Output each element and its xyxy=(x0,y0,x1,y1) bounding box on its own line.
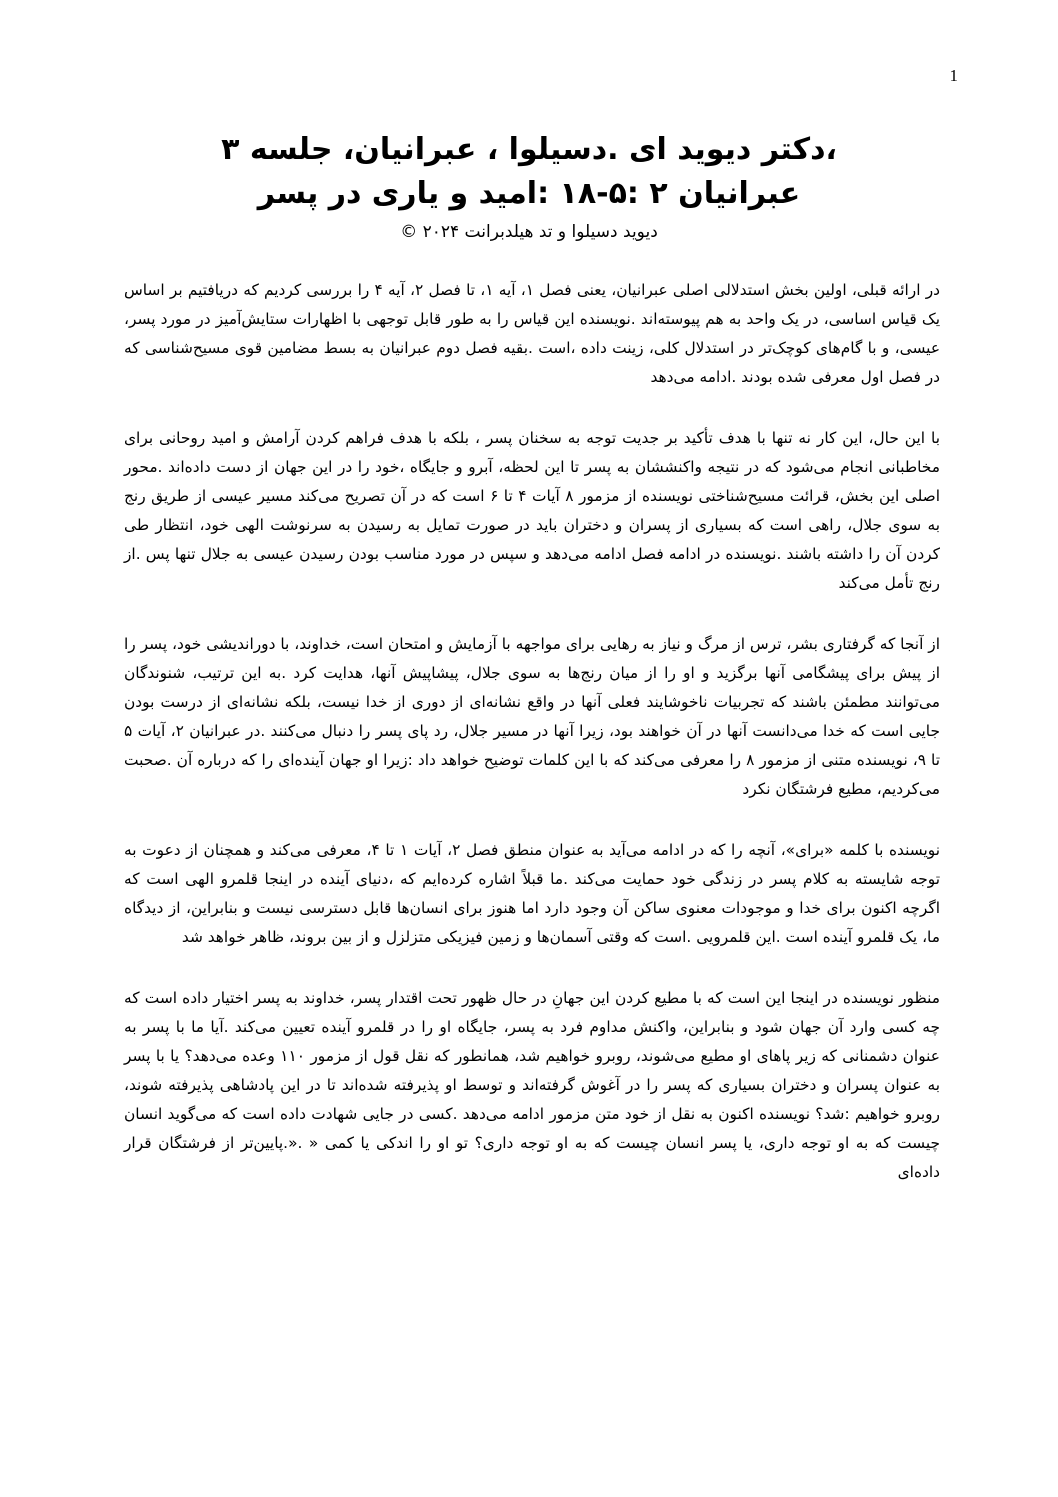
title-line-2: عبرانیان ۲ :۵-۱۸ :امید و یاری در پسر xyxy=(257,176,801,211)
copyright-line: دیوید دسیلوا و تد هیلدبرانت ۲۰۲۴ © xyxy=(400,222,658,242)
paragraph-4: نویسنده با کلمه «برای»، آنچه را که در ادامه می‌آید به عنوان منطق فصل ۲، آیات ۱ تا ۴، معرفی می‌کند و همچنان از دعوت به توجه شایسته به کلام پسر در زندگی خود حمایت می‌کند .ما قبلاً اشاره کرده‌ایم که ،دنیای آینده در اینجا قلمرو الهی است که اگرچه اکنون برای خدا و موجودات معنوی ساکن آن وجود دارد اما هنوز برای انسان‌ها قابل دسترسی نیست و بنابراین، از دیدگاه ما، یک قلمرو آینده است .این قلمرویی .است که وقتی آسمان‌ها و زمین فیزیکی متزلزل و از بین بروند، ظاهر خواهد شد xyxy=(124,841,940,946)
paragraph-5: منظور نویسنده در اینجا این است که با مطیع کردن این جهانِ در حال ظهور تحت اقتدار پسر، خداوند به پسر اختیار داده است که چه کسی وارد آن جهان شود و بنابراین، واکنش مداوم فرد به پسر، جایگاه او را در قلمرو آینده تعیین می‌کند .آیا ما با پسر به عنوان دشمنانی که زیر پاهای او مطیع می‌شوند، روبرو خواهیم شد، همانطور که نقل قول از مزمور ۱۱۰ وعده می‌دهد؟ یا با پسر به عنوان پسران و دختران بسیاری که پسر را در آغوش گرفته‌اند و توسط او پذیرفته شده‌اند تا در این پادشاهی پذیرفته شوند، روبرو خواهیم :شد؟ نویسنده اکنون به نقل از خود متن مزمور ادامه می‌دهد .کسی در جایی شهادت داده است که می‌گوید انسان چیست که به او توجه داری، یا پسر انسان چیست که به او توجه داری؟ تو او را اندکی یا کمی « .«.پایین‌تر از فرشتگان قرار داده‌ای xyxy=(124,989,940,1181)
paragraph-3: از آنجا که گرفتاری بشر، ترس از مرگ و نیاز به رهایی برای مواجهه با آزمایش و امتحان است، خداوند، با دوراندیشی خود، پسر را از پیش برای پیشگامی آنها برگزید و او را از میان رنج‌ها به سوی جلال، پیشاپیش آنها، هدایت کرد .به این ترتیب، شنوندگان می‌توانند مطمئن باشند که تجربیات ناخوشایند فعلی آنها در واقع نشانه‌ای از دوری از خدا نیست، بلکه نشانه‌ای از درست بودن جایی است که خدا می‌دانست آنها در آن خواهند بود، زیرا آنها در مسیر جلال، رد پای پسر را دنبال می‌کنند .در عبرانیان ۲، آیات ۵ تا ۹، نویسنده متنی از مزمور ۸ را معرفی می‌کند که با این کلمات توضیح خواهد داد :زیرا او جهان آینده‌ای را که درباره آن .صحبت می‌کردیم، مطیع فرشتگان نکرد xyxy=(124,635,940,798)
document-header xyxy=(120,128,938,246)
paragraph-2: با این حال، این کار نه تنها با هدف تأکید بر جدیت توجه به سخنان پسر ، بلکه با هدف فراهم کردن آرامش و امید روحانی برای مخاطبانی انجام می‌شود که در نتیجه واکنششان به پسر تا این لحظه، آبرو و جایگاه ،خود را در این جهان از دست داده‌اند .محور اصلی این بخش، قرائت مسیح‌شناختی نویسنده از مزمور ۸ آیات ۴ تا ۶ است که در آن تصریح می‌کند مسیر عیسی از طریق رنج به سوی جلال، راهی است که بسیاری از پسران و دختران باید در صورت تمایل به رسیدن به سرنوشت الهی خود، انتظار طی کردن آن را داشته باشند .نویسنده در ادامه فصل ادامه می‌دهد و سپس در مورد مناسب بودن رسیدن عیسی به جلال تنها پس .از رنج تأمل می‌کند xyxy=(124,429,941,592)
title-line-1: ،دکتر دیوید ای .دسیلوا ، عبرانیان، جلسه ۳ xyxy=(221,132,837,167)
page-number: 1 xyxy=(949,66,958,85)
paragraph-1: در ارائه قبلی، اولین بخش استدلالی اصلی عبرانیان، یعنی فصل ۱، آیه ۱، تا فصل ۲، آیه ۴ را بررسی کردیم که دریافتیم بر اساس یک قیاس اساسی، در یک واحد به هم پیوسته‌اند .نویسنده این قیاس را به طور قابل توجهی با اظهارات ستایش‌آمیز در مورد پسر، عیسی، و با گام‌های کوچک‌تر در استدلال کلی، زینت داده ،است .بقیه فصل دوم عبرانیان به بسط مضامین قوی مسیح‌شناسی که در فصل اول معرفی شده بودند .ادامه می‌دهد xyxy=(124,281,940,386)
document-body xyxy=(124,276,940,1219)
